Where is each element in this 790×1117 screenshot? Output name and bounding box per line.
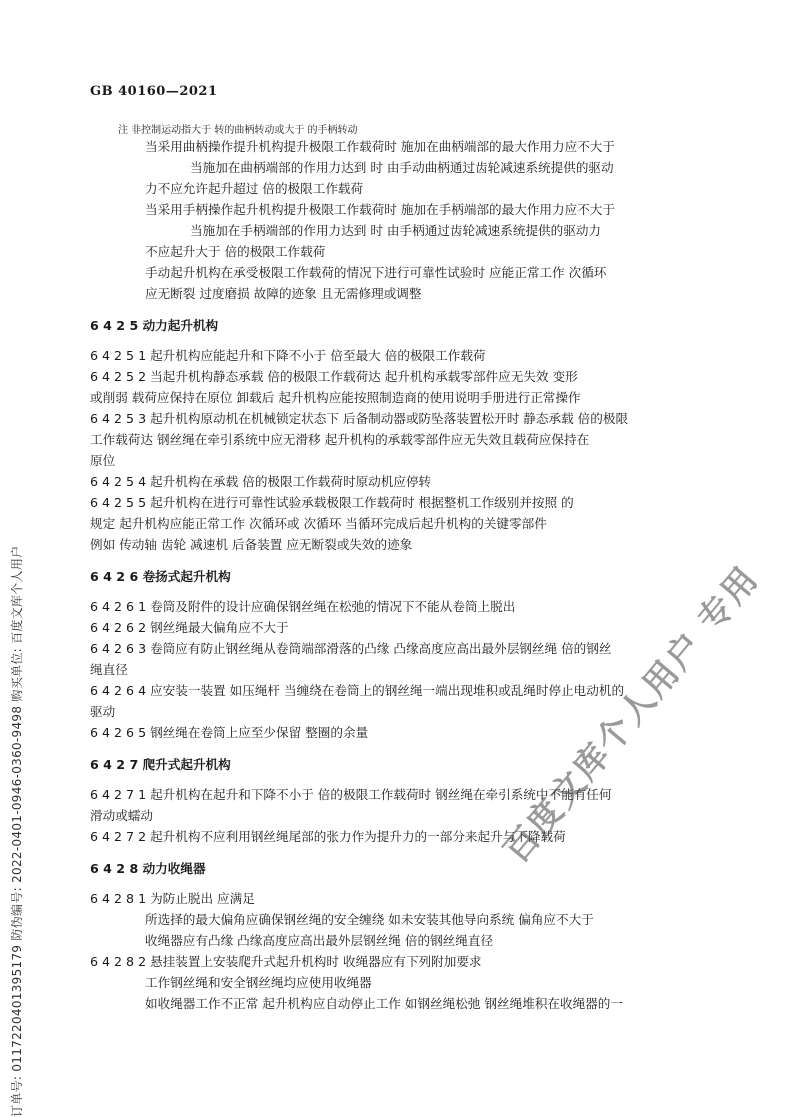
clause-line: 6 4 2 8 2 悬挂装置上安装爬升式起升机构时 收绳器应有下列附加要求 <box>90 954 482 969</box>
clause-line: 6 4 2 5 4 起升机构在承载 倍的极限工作载荷时原动机应停转 <box>90 474 432 489</box>
text-line: 收绳器应有凸缘 凸缘高度应高出最外层钢丝绳 倍的钢丝绳直径 <box>145 933 494 948</box>
text-line: 当施加在手柄端部的作用力达到 时 由手柄通过齿轮减速系统提供的驱动力 <box>190 223 602 238</box>
clause-line: 6 4 2 7 2 起升机构不应利用钢丝绳尾部的张力作为提升力的一部分来起升与下降载荷 <box>90 829 566 844</box>
text-line: 当施加在曲柄端部的作用力达到 时 由手动曲柄通过齿轮减速系统提供的驱动 <box>190 160 614 175</box>
clause-line: 6 4 2 5 1 起升机构应能起升和下降不小于 倍至最大 倍的极限工作载荷 <box>90 348 486 363</box>
text-line: 如收绳器工作不正常 起升机构应自动停止工作 如钢丝绳松弛 钢丝绳堆积在收绳器的一 <box>145 996 623 1011</box>
text-line: 不应起升大于 倍的极限工作载荷 <box>145 244 326 259</box>
text-line: 例如 传动轴 齿轮 减速机 后备装置 应无断裂或失效的迹象 <box>90 537 413 552</box>
text-line: 应无断裂 过度磨损 故障的迹象 且无需修理或调整 <box>145 286 422 301</box>
clause-line: 6 4 2 5 2 当起升机构静态承载 倍的极限工作载荷达 起升机构承载零部件应无失效 变形 <box>90 369 578 384</box>
clause-line: 6 4 2 7 1 起升机构在起升和下降不小于 倍的极限工作载荷时 钢丝绳在牵引系统中不能有任何 <box>90 787 612 802</box>
clause-line: 6 4 2 6 3 卷筒应有防止钢丝绳从卷筒端部滑落的凸缘 凸缘高度应高出最外层钢丝绳 倍的钢丝 <box>90 641 612 656</box>
note-line: 注 非控制运动指大于 转的曲柄转动或大于 的手柄转动 <box>118 125 358 136</box>
text-line: 工作钢丝绳和安全钢丝绳均应使用收绳器 <box>145 975 372 990</box>
clause-line: 6 4 2 6 5 钢丝绳在卷筒上应至少保留 整圈的余量 <box>90 725 369 740</box>
text-line: 绳直径 <box>90 662 128 677</box>
text-line: 驱动 <box>90 704 116 719</box>
text-line: 所选择的最大偏角应确保钢丝绳的安全缠绕 如未安装其他导向系统 偏角应不大于 <box>145 912 594 927</box>
text-line: 力不应允许起升超过 倍的极限工作载荷 <box>145 181 364 196</box>
order-info-sidebar: 订单号: 0117220401395179 防伪编号: 2022-0401-0946-0360-9498 购买单位: 百度文库个人用户 <box>10 545 24 1117</box>
section-heading: 6 4 2 7 爬升式起升机构 <box>90 757 231 772</box>
text-line: 当采用手柄操作起升机构提升极限工作载荷时 施加在手柄端部的最大作用力应不大于 <box>145 202 615 217</box>
section-heading: 6 4 2 6 卷扬式起升机构 <box>90 569 231 584</box>
text-line: 工作载荷达 钢丝绳在牵引系统中应无滑移 起升机构的承载零部件应无失效且载荷应保持在 <box>90 432 590 447</box>
text-line: 滑动或蠕动 <box>90 808 153 823</box>
clause-line: 6 4 2 6 4 应安装一装置 如压绳杆 当缠绕在卷筒上的钢丝绳一端出现堆积或乱绳时停止电动机的 <box>90 683 625 698</box>
text-line: 当采用曲柄操作提升机构提升极限工作载荷时 施加在曲柄端部的最大作用力应不大于 <box>145 139 615 154</box>
clause-line: 6 4 2 8 1 为防止脱出 应满足 <box>90 891 255 906</box>
standard-header: GB 40160—2021 <box>90 84 218 99</box>
text-line: 或削弱 载荷应保持在原位 卸载后 起升机构应能按照制造商的使用说明手册进行正常操作 <box>90 390 581 405</box>
clause-line: 6 4 2 6 2 钢丝绳最大偏角应不大于 <box>90 620 289 635</box>
clause-line: 6 4 2 5 5 起升机构在进行可靠性试验承载极限工作载荷时 根据整机工作级别并按照 的 <box>90 495 574 510</box>
text-line: 规定 起升机构应能正常工作 次循环或 次循环 当循环完成后起升机构的关键零部件 <box>90 516 547 531</box>
text-line: 手动起升机构在承受极限工作载荷的情况下进行可靠性试验时 应能正常工作 次循环 <box>145 265 607 280</box>
text-line: 原位 <box>90 453 116 468</box>
watermark: 百度文库个人用户 专用 <box>496 558 768 871</box>
section-heading: 6 4 2 8 动力收绳器 <box>90 861 206 876</box>
clause-line: 6 4 2 6 1 卷筒及附件的设计应确保钢丝绳在松弛的情况下不能从卷筒上脱出 <box>90 599 516 614</box>
section-heading: 6 4 2 5 动力起升机构 <box>90 318 219 333</box>
clause-line: 6 4 2 5 3 起升机构原动机在机械锁定状态下 后备制动器或防坠落装置松开时 静态承载 倍的极限 <box>90 411 629 426</box>
